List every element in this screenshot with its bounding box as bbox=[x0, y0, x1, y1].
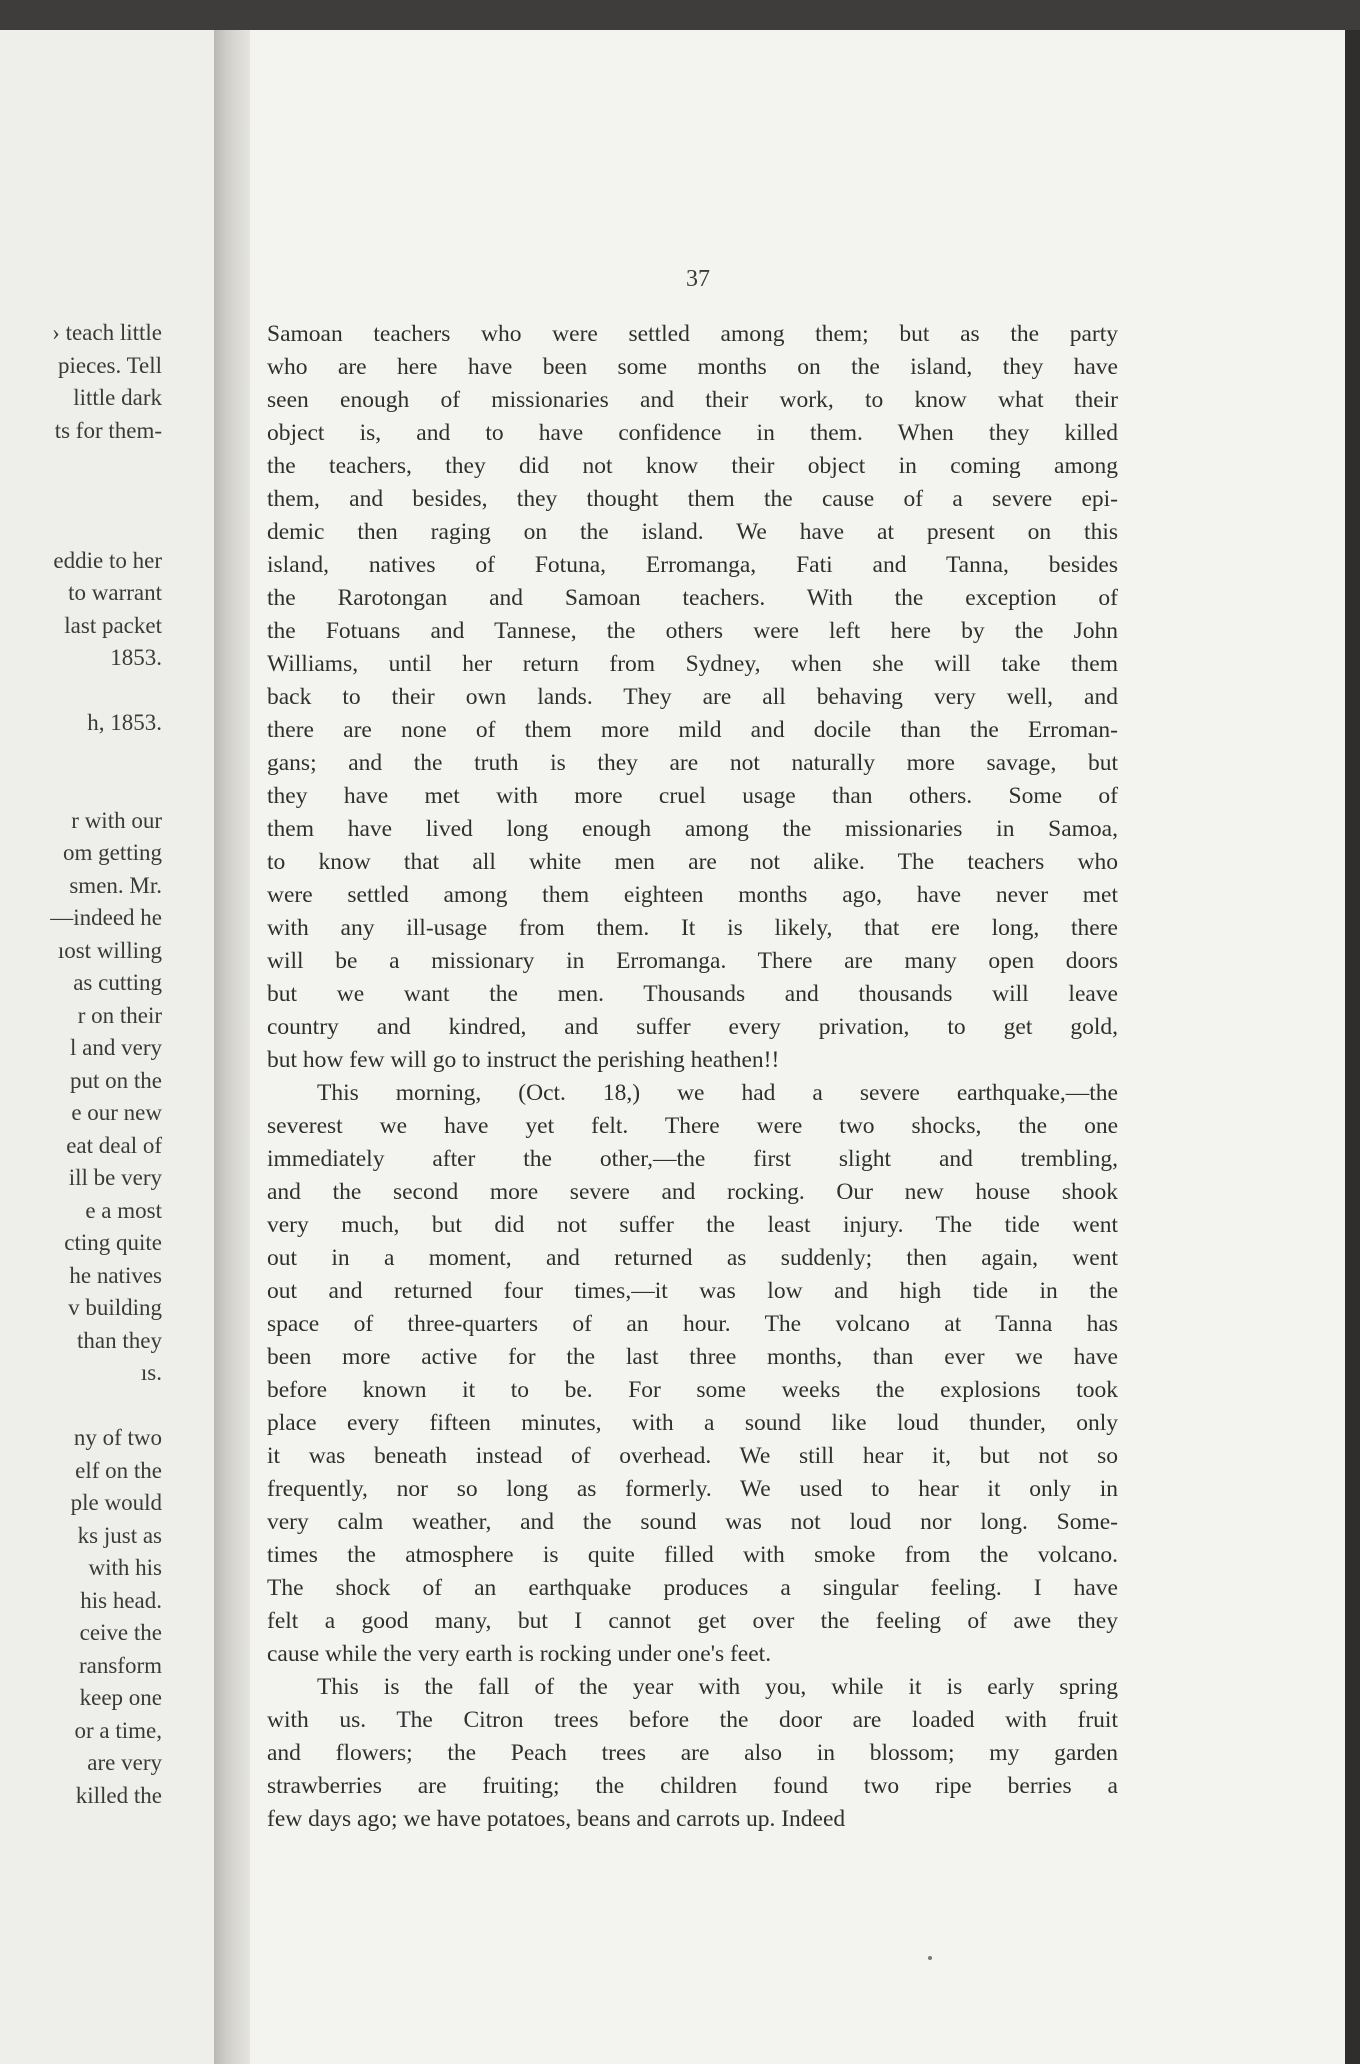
text-line: frequently, nor so long as formerly. We used to hear it only in bbox=[267, 1476, 1118, 1502]
left-page-line: or a time, bbox=[74, 1717, 162, 1743]
left-page-line: little dark bbox=[73, 385, 162, 410]
text-line: country and kindred, and suffer every privation, to get gold, bbox=[267, 1014, 1118, 1040]
page-number: 37 bbox=[686, 266, 710, 292]
paragraph bbox=[267, 1077, 1118, 1671]
text-line: out in a moment, and returned as suddenly; then again, went bbox=[267, 1245, 1118, 1271]
text-line: strawberries are fruiting; the children found two ripe berries a bbox=[267, 1773, 1118, 1799]
left-page-line: eat deal of bbox=[66, 1132, 162, 1158]
text-line: seen enough of missionaries and their work, to know what their bbox=[267, 387, 1118, 413]
text-line: space of three-quarters of an hour. The volcano at Tanna has bbox=[267, 1311, 1118, 1337]
left-page-line: ny of two bbox=[73, 1425, 162, 1450]
text-line: demic then raging on the island. We have at present on this bbox=[267, 519, 1118, 545]
left-page-line: put on the bbox=[70, 1067, 162, 1093]
text-line: them have lived long enough among the missionaries in Samoa, bbox=[267, 816, 1118, 842]
text-line: back to their own lands. They are all behaving very well, and bbox=[267, 684, 1118, 710]
left-page-line: ransform bbox=[78, 1652, 162, 1678]
text-line: there are none of them more mild and docile than the Erroman- bbox=[267, 717, 1118, 743]
text-line: and flowers; the Peach trees are also in blossom; my garden bbox=[267, 1740, 1118, 1766]
text-line: but we want the men. Thousands and thousands will leave bbox=[267, 981, 1118, 1007]
text-line: been more active for the last three months, than ever we have bbox=[267, 1344, 1118, 1370]
text-line: This morning, (Oct. 18,) we had a severe earthquake,—the bbox=[317, 1080, 1118, 1106]
text-line: them, and besides, they thought them the cause of a severe epi- bbox=[267, 486, 1118, 512]
text-line: This is the fall of the year with you, while it is early spring bbox=[317, 1674, 1118, 1700]
text-line: very calm weather, and the sound was not loud nor long. Some- bbox=[267, 1509, 1118, 1535]
left-page-line: —indeed he bbox=[50, 905, 162, 930]
text-line: who are here have been some months on the island, they have bbox=[267, 354, 1118, 380]
left-page-line: e our new bbox=[71, 1100, 162, 1125]
scan-top-border bbox=[0, 0, 1360, 30]
paragraph bbox=[267, 318, 1118, 1077]
left-page-line: e a most bbox=[85, 1197, 162, 1223]
text-line: it was beneath instead of overhead. We still hear it, but not so bbox=[267, 1443, 1118, 1469]
left-page-line: ple would bbox=[70, 1490, 162, 1515]
text-line: island, natives of Fotuna, Erromanga, Fati and Tanna, besides bbox=[267, 552, 1118, 578]
text-line: place every fifteen minutes, with a sound like loud thunder, only bbox=[267, 1410, 1118, 1436]
text-line: gans; and the truth is they are not naturally more savage, but bbox=[267, 750, 1118, 776]
left-page-line: ts for them- bbox=[54, 417, 162, 443]
text-line: object is, and to have confidence in them. When they killed bbox=[267, 420, 1118, 446]
left-page-line: he natives bbox=[69, 1262, 162, 1288]
left-page-line: his head. bbox=[80, 1587, 162, 1613]
text-line: but how few will go to instruct the perishing heathen!! bbox=[267, 1047, 780, 1073]
text-line: very much, but did not suffer the least injury. The tide went bbox=[267, 1212, 1118, 1238]
left-page-line: ıost willing bbox=[57, 937, 162, 963]
text-line: with any ill-usage from them. It is likely, that ere long, there bbox=[267, 915, 1118, 941]
left-page-line: than they bbox=[77, 1327, 162, 1353]
text-line: times the atmosphere is quite filled with smoke from the volcano. bbox=[267, 1542, 1118, 1568]
left-page-line: pieces. Tell bbox=[58, 352, 162, 378]
left-page-line: smen. Mr. bbox=[69, 872, 162, 898]
scan-right-border bbox=[1345, 30, 1360, 2064]
text-line: to know that all white men are not alike. The teachers who bbox=[267, 849, 1118, 875]
left-page-line: eddie to her bbox=[53, 547, 162, 573]
text-line: before known it to be. For some weeks the explosions took bbox=[267, 1377, 1118, 1403]
text-line: with us. The Citron trees before the door are loaded with fruit bbox=[267, 1707, 1118, 1733]
left-page-line: killed the bbox=[75, 1782, 162, 1808]
text-line: felt a good many, but I cannot get over the feeling of awe they bbox=[267, 1608, 1118, 1634]
left-page-line: cting quite bbox=[64, 1230, 162, 1255]
left-page-line: l and very bbox=[70, 1035, 162, 1060]
left-page-line: ill be very bbox=[68, 1165, 162, 1190]
text-line: out and returned four times,—it was low and high tide in the bbox=[267, 1278, 1118, 1304]
text-line: the teachers, they did not know their object in coming among bbox=[267, 453, 1118, 479]
paragraph bbox=[267, 1671, 1118, 1836]
left-page-line: keep one bbox=[79, 1685, 162, 1710]
text-line: Williams, until her return from Sydney, when she will take them bbox=[267, 651, 1118, 677]
left-page-line: v building bbox=[68, 1295, 162, 1320]
text-line: and the second more severe and rocking. Our new house shook bbox=[267, 1179, 1118, 1205]
text-line: few days ago; we have potatoes, beans and carrots up. Indeed bbox=[267, 1806, 846, 1832]
left-page-line: ks just as bbox=[77, 1522, 162, 1548]
text-line: immediately after the other,—the first slight and trembling, bbox=[267, 1146, 1118, 1172]
left-page-line: last packet bbox=[64, 612, 162, 638]
text-line: will be a missionary in Erromanga. There are many open doors bbox=[267, 948, 1118, 974]
left-page-line: r with our bbox=[71, 807, 162, 833]
left-page-line: with his bbox=[88, 1555, 162, 1580]
left-page-line: om getting bbox=[62, 840, 162, 865]
page-body bbox=[267, 318, 1118, 1836]
text-line: the Fotuans and Tannese, the others were left here by the John bbox=[267, 618, 1118, 644]
left-page-line: are very bbox=[87, 1750, 162, 1775]
text-line: Samoan teachers who were settled among them; but as the party bbox=[267, 321, 1118, 347]
left-page-line: elf on the bbox=[75, 1457, 162, 1483]
left-page-line: ıs. bbox=[140, 1360, 162, 1385]
text-line: severest we have yet felt. There were two shocks, the one bbox=[267, 1113, 1118, 1139]
left-page-line: 1853. bbox=[110, 645, 162, 670]
left-page-line: ceive the bbox=[79, 1620, 162, 1645]
left-page-line: to warrant bbox=[68, 580, 162, 605]
left-page-line: as cutting bbox=[73, 970, 162, 995]
text-line: were settled among them eighteen months ago, have never met bbox=[267, 882, 1118, 908]
left-page-line: r on their bbox=[77, 1002, 162, 1028]
text-line: the Rarotongan and Samoan teachers. With the exception of bbox=[267, 585, 1118, 611]
text-line: cause while the very earth is rocking under one's feet. bbox=[267, 1641, 772, 1667]
left-page-line: h, 1853. bbox=[87, 710, 162, 735]
paper-speck bbox=[928, 1956, 932, 1960]
left-page bbox=[0, 30, 214, 2064]
left-page-line: › teach little bbox=[52, 320, 162, 345]
text-line: The shock of an earthquake produces a singular feeling. I have bbox=[267, 1575, 1118, 1601]
book-gutter bbox=[214, 30, 250, 2064]
text-line: they have met with more cruel usage than others. Some of bbox=[267, 783, 1118, 809]
